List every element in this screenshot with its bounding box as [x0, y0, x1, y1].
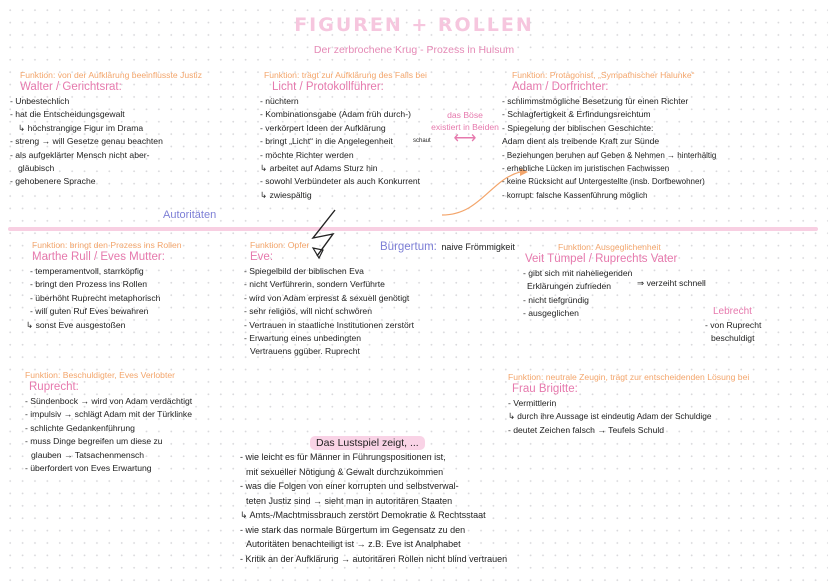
list-item: ↳ arbeitet auf Adams Sturz hin — [260, 163, 378, 174]
section-divider — [8, 227, 818, 231]
list-item: - bringt „Licht“ in die Angelegenheit — [260, 136, 393, 147]
list-item: ↳ durch ihre Aussage ist eindeutig Adam der Schuldige — [508, 411, 712, 422]
list-item: - keine Rücksicht auf Untergestellte (insb. Dorfbewohner) — [502, 177, 705, 187]
list-item: beschuldigt — [711, 333, 755, 344]
list-item: - Kombinationsgabe (Adam früh durch-) — [260, 109, 411, 120]
evil-note-line2: existiert in Beiden — [431, 122, 499, 132]
conclusion-heading: Das Lustspiel zeigt, ... — [310, 436, 425, 450]
list-item: - Spiegelung der biblischen Geschichte: — [502, 122, 654, 133]
veit-function: Funktion: Ausgeglichenheit — [558, 242, 661, 252]
list-item: - gibt sich mit naheliegenden — [523, 268, 633, 278]
section-eve — [244, 240, 415, 359]
section-adam — [502, 70, 717, 202]
section-brigitte — [508, 372, 749, 437]
list-item: - schlichte Gedankenführung — [25, 422, 135, 433]
walter-function: Funktion: von der Aufklärung beeinflusste Justiz — [20, 70, 203, 80]
licht-name: Licht / Protokollführer: — [272, 81, 384, 93]
eve-name: Eve: — [250, 251, 274, 263]
bourgeoisie-label: Bürgertum: — [380, 241, 437, 253]
list-item: - muss Dinge begreifen um diese zu — [25, 436, 163, 447]
list-item: - korrupt: falsche Kassenführung möglich — [502, 190, 648, 200]
list-item: - temperamentvoll, starrköpfig — [30, 266, 144, 276]
list-item: Erklärungen zufrieden — [527, 281, 612, 292]
list-item: - wird von Adam erpresst & sexuell genötigt — [244, 292, 410, 303]
list-item: - verkörpert Ideen der Aufklärung — [260, 122, 386, 133]
list-item: - bringt den Prozess ins Rollen — [30, 279, 148, 290]
list-item: Adam dient als treibende Kraft zur Sünde — [502, 136, 660, 147]
list-item: - nicht tiefgründig — [523, 294, 589, 305]
brigitte-name: Frau Brigitte: — [512, 383, 578, 395]
eve-function: Funktion: Opfer — [250, 240, 310, 250]
list-item: - schlimmstmögliche Besetzung für einen Richter — [502, 96, 689, 106]
list-item: gläubisch — [18, 163, 55, 174]
list-item: ↳ zwiespältig — [260, 189, 312, 200]
adam-function: Funktion: Protagonist, „Sympathischer Halunke“ — [512, 70, 695, 80]
section-lebrecht — [705, 305, 761, 346]
list-item: - Erwartung eines unbedingten — [244, 333, 362, 344]
list-item: - impulsiv → schlägt Adam mit der Türklinke — [25, 409, 192, 420]
list-item: - sowohl Verbündeter als auch Konkurrent — [260, 176, 421, 187]
double-arrow-icon: ⟷ — [453, 130, 477, 147]
evil-note — [425, 109, 505, 145]
ruprecht-function: Funktion: Beschuldigter, Eves Verlobter — [25, 370, 175, 380]
list-item: - deutet Zeichen falsch → Teufels Schuld — [508, 424, 665, 435]
list-item: - hat die Entscheidungsgewalt — [10, 109, 125, 120]
list-item: - überfordert von Eves Erwartung — [25, 463, 152, 474]
list-item: - streng → will Gesetze genau beachten — [10, 136, 163, 147]
licht-function: Funktion: trägt zur Aufklärung des Falls bei — [264, 70, 427, 80]
list-item: - Schlagfertigkeit & Erfindungsreichtum — [502, 109, 651, 120]
list-item: glauben → Tatsachenmensch — [31, 449, 145, 460]
conclusion-list — [240, 450, 507, 566]
list-item: - nicht Verführerin, sondern Verführte — [244, 279, 385, 290]
section-walter — [10, 70, 203, 189]
list-item: - will guten Ruf Eves bewahren — [30, 306, 149, 317]
marthe-name: Marthe Rull / Eves Mutter: — [32, 251, 165, 263]
list-item: - wie leicht es für Männer in Führungspositionen ist, — [240, 452, 446, 462]
list-item: - erhebliche Lücken im juristischen Fachwissen — [502, 164, 670, 174]
list-item: - wie stark das normale Bürgertum im Gegensatz zu den — [240, 524, 466, 535]
veit-name: Veit Tümpel / Ruprechts Vater — [525, 253, 678, 265]
list-item: - überhöht Ruprecht metaphorisch — [30, 292, 161, 303]
ruprecht-name: Ruprecht: — [29, 381, 79, 393]
list-item: ↳ höchstrangige Figur im Drama — [18, 122, 144, 133]
adam-name: Adam / Dorfrichter: — [512, 81, 609, 93]
list-item: - möchte Richter werden — [260, 149, 354, 160]
list-item: teten Justiz sind → sieht man in autoritären Staaten — [246, 495, 453, 506]
marthe-function: Funktion: bringt den Prozess ins Rollen — [32, 240, 182, 250]
licht-superscript: schaut — [413, 138, 431, 144]
list-item: mit sexueller Nötigung & Gewalt durchzukommen — [246, 466, 444, 477]
list-item: - Unbestechlich — [10, 96, 70, 106]
list-item: - Vertrauen in staatliche Institutionen zerstört — [244, 319, 415, 330]
bourgeoisie-text: naive Frömmigkeit — [441, 242, 515, 252]
category-authorities: Autoritäten — [163, 209, 217, 221]
list-item: - Vermittlerin — [508, 398, 557, 408]
list-item: Vertrauens ggüber. Ruprecht — [250, 346, 360, 357]
list-item: - Spiegelbild der biblischen Eva — [244, 266, 364, 276]
list-item: - von Ruprecht — [705, 320, 762, 330]
list-item: - Sündenbock → wird von Adam verdächtigt — [25, 396, 193, 406]
list-item: - nüchtern — [260, 96, 299, 106]
page-subtitle: Der zerbrochene Krug - Prozess in Huisum — [313, 44, 515, 56]
list-item: - Beziehungen beruhen auf Geben & Nehmen → hinterhältig — [502, 150, 717, 160]
list-item: Autoritäten benachteiligt ist → z.B. Eve ist Analphabet — [246, 539, 461, 549]
veit-side-note: ⇒ verzeiht schnell — [637, 278, 706, 288]
lebrecht-name: Lebrecht — [713, 306, 752, 317]
section-licht — [260, 70, 427, 202]
page-title: FIGUREN + ROLLEN — [294, 14, 534, 36]
list-item: - ausgeglichen — [523, 308, 579, 319]
list-item: ↳ sonst Eve ausgestoßen — [26, 319, 126, 330]
walter-name: Walter / Gerichtsrat: — [20, 81, 122, 93]
list-item: - was die Folgen von einer korrupten und selbstverwal- — [240, 481, 459, 491]
section-ruprecht — [25, 370, 192, 475]
list-item: - als aufgeklärter Mensch nicht aber- — [10, 149, 150, 160]
section-marthe — [26, 240, 182, 332]
brigitte-function: Funktion: neutrale Zeugin, trägt zur entscheidenden Lösung bei — [508, 372, 750, 382]
list-item: - sehr religiös, will nicht schwören — [244, 306, 372, 317]
conclusion-heading-wrap — [310, 433, 425, 451]
evil-note-line1: das Böse — [447, 110, 483, 120]
list-item: - Kritik an der Aufklärung → autoritären Rollen nicht blind vertrauen — [240, 553, 508, 564]
list-item: ↳ Amts-/Machtmissbrauch zerstört Demokratie & Rechtsstaat — [240, 510, 486, 520]
list-item: - gehobenere Sprache — [10, 176, 96, 187]
